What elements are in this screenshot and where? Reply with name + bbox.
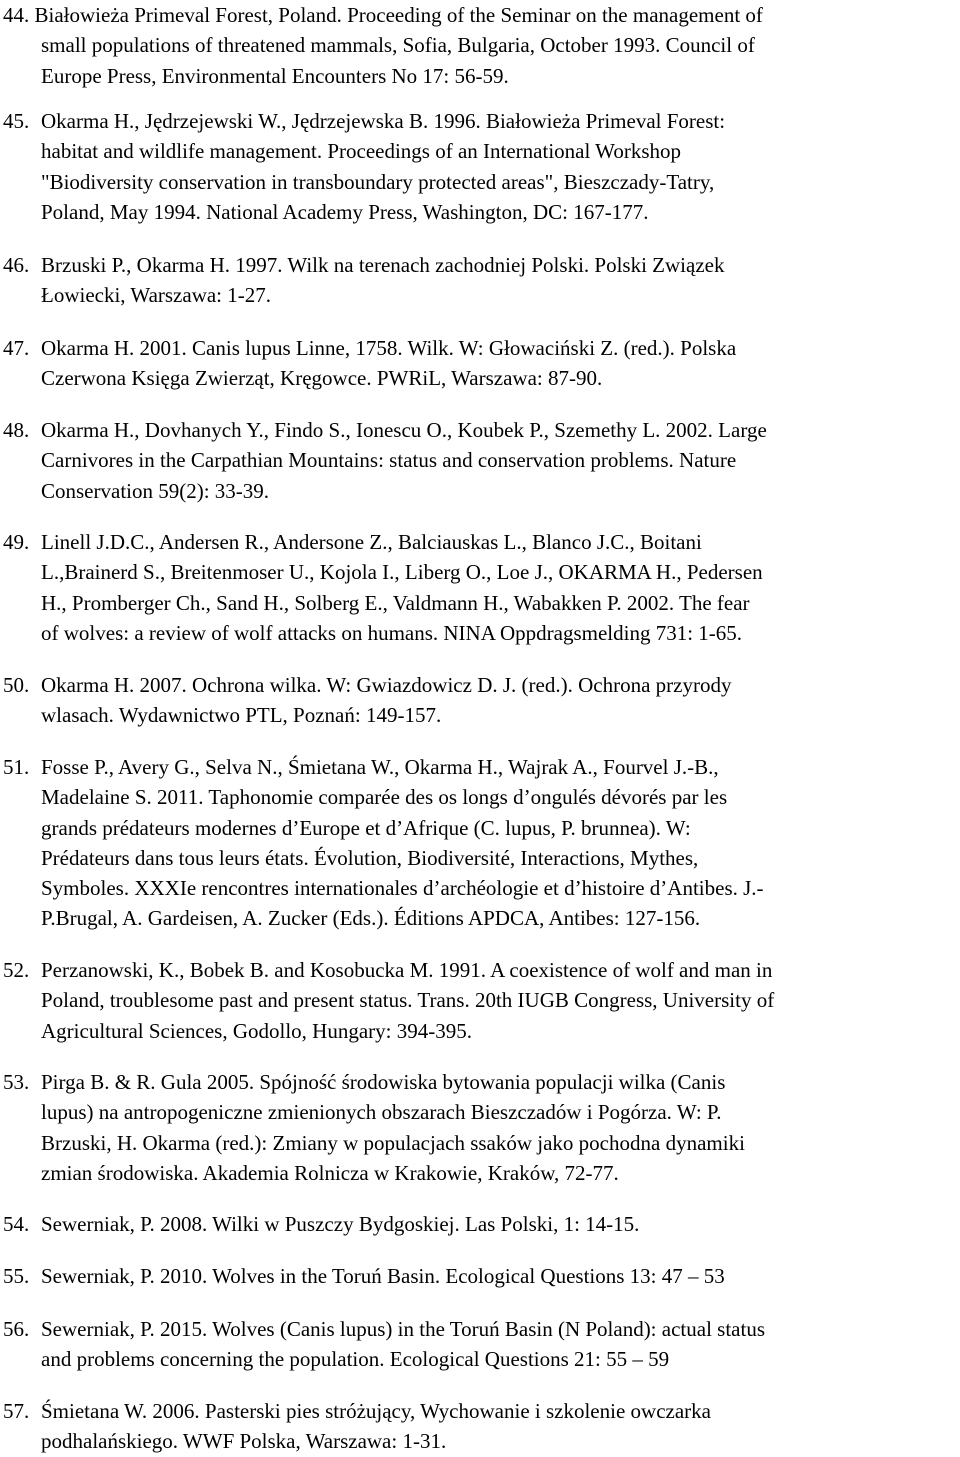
reference-number: 56. [3, 1317, 30, 1341]
reference-text [41, 955, 774, 1046]
reference-line: Fosse P., Avery G., Selva N., Śmietana W., Okarma H., Wajrak A., Fourvel J.-B., [41, 755, 719, 779]
reference-number: 45. [3, 109, 30, 133]
reference-number: 55. [3, 1264, 30, 1288]
reference-line: zmian środowiska. Akademia Rolnicza w Krakowie, Kraków, 72-77. [41, 1160, 619, 1185]
reference-number: 57. [3, 1399, 30, 1423]
reference-line [41, 106, 725, 136]
reference-line: Poland, May 1994. National Academy Press, Washington, DC: 167-177. [41, 199, 649, 224]
reference-line: P.Brugal, A. Gardeisen, A. Zucker (Eds.). Éditions APDCA, Antibes: 127-156. [41, 906, 701, 931]
reference-text [41, 1396, 711, 1457]
reference-line: "Biodiversity conservation in transboundary protected areas", Bieszczady-Tatry, [41, 169, 715, 194]
reference-line: wlasach. Wydawnictwo PTL, Poznań: 149-157. [41, 703, 442, 728]
reference-line: Symboles. XXXIe rencontres internationales d’archéologie et d’histoire d’Antibes. J.- [41, 876, 764, 901]
reference-line: Agricultural Sciences, Godollo, Hungary: 394-395. [41, 1018, 472, 1043]
reference-text [41, 1261, 725, 1291]
reference-line: Pirga B. & R. Gula 2005. Spójność środowiska bytowania populacji wilka (Canis [41, 1070, 726, 1094]
reference-line: grands prédateurs modernes d’Europe et d’Afrique (C. lupus, P. brunnea). W: [41, 815, 691, 840]
reference-line: Poland, troublesome past and present status. Trans. 20th IUGB Congress, University of [41, 988, 775, 1013]
reference-text [3, 0, 763, 91]
reference-line: podhalańskiego. WWF Polska, Warszawa: 1-31. [41, 1429, 447, 1454]
reference-line: Brzuski P., Okarma H. 1997. Wilk na terenach zachodniej Polski. Polski Związek [41, 253, 725, 277]
reference-text [41, 752, 764, 934]
reference-line [3, 0, 763, 30]
reference-text [41, 1314, 765, 1375]
reference-line: small populations of threatened mammals, Sofia, Bulgaria, October 1993. Council of [41, 33, 755, 58]
reference-line-text: Białowieża Primeval Forest, Poland. Proceeding of the Seminar on the management of [34, 3, 763, 27]
reference-number: 47. [3, 336, 30, 360]
reference-line: Sewerniak, P. 2010. Wolves in the Toruń Basin. Ecological Questions 13: 47 – 53 [41, 1264, 725, 1288]
reference-line: Czerwona Księga Zwierząt, Kręgowce. PWRiL, Warszawa: 87-90. [41, 366, 603, 391]
reference-number: 44. [3, 3, 30, 27]
reference-number: 48. [3, 418, 30, 442]
reference-line: Perzanowski, K., Bobek B. and Kosobucka M. 1991. A coexistence of wolf and man in [41, 958, 773, 982]
reference-line: Śmietana W. 2006. Pasterski pies stróżujący, Wychowanie i szkolenie owczarka [41, 1399, 711, 1423]
reference-text [41, 333, 736, 394]
reference-text [41, 1067, 745, 1188]
reference-line: of wolves: a review of wolf attacks on humans. NINA Oppdragsmelding 731: 1-65. [41, 620, 743, 645]
reference-line: Okarma H. 2007. Ochrona wilka. W: Gwiazdowicz D. J. (red.). Ochrona przyrody [41, 673, 732, 697]
reference-line: H., Promberger Ch., Sand H., Solberg E., Valdmann H., Wabakken P. 2002. The fear [41, 590, 750, 615]
reference-line: Europe Press, Environmental Encounters No 17: 56-59. [41, 63, 509, 88]
reference-text [41, 670, 731, 731]
reference-line: Conservation 59(2): 33-39. [41, 478, 270, 503]
reference-text [41, 250, 724, 311]
reference-line: Madelaine S. 2011. Taphonomie comparée des os longs d’ongulés dévorés par les [41, 785, 728, 810]
reference-number: 53. [3, 1070, 30, 1094]
reference-line: Sewerniak, P. 2008. Wilki w Puszczy Bydgoskiej. Las Polski, 1: 14-15. [41, 1212, 640, 1236]
reference-line: Carnivores in the Carpathian Mountains: status and conservation problems. Nature [41, 448, 737, 473]
reference-line: Okarma H. 2001. Canis lupus Linne, 1758. Wilk. W: Głowaciński Z. (red.). Polska [41, 336, 737, 360]
reference-line: Linell J.D.C., Andersen R., Andersone Z., Balciauskas L., Blanco J.C., Boitani [41, 530, 702, 554]
reference-line: Brzuski, H. Okarma (red.): Zmiany w populacjach ssaków jako pochodna dynamiki [41, 1130, 745, 1155]
reference-line: lupus) na antropogeniczne zmienionych obszarach Bieszczadów i Pogórza. W: P. [41, 1100, 722, 1125]
reference-line: L.,Brainerd S., Breitenmoser U., Kojola I., Liberg O., Loe J., OKARMA H., Pedersen [41, 560, 763, 585]
reference-text [41, 106, 725, 227]
reference-line: Prédateurs dans tous leurs états. Évolution, Biodiversité, Interactions, Mythes, [41, 845, 699, 870]
reference-number: 50. [3, 673, 30, 697]
reference-line: Łowiecki, Warszawa: 1-27. [41, 283, 272, 308]
reference-number: 51. [3, 755, 30, 779]
reference-number: 54. [3, 1212, 30, 1236]
reference-line: Sewerniak, P. 2015. Wolves (Canis lupus) in the Toruń Basin (N Poland): actual status [41, 1317, 765, 1341]
reference-number: 46. [3, 253, 30, 277]
reference-line: Okarma H., Dovhanych Y., Findo S., Ionescu O., Koubek P., Szemethy L. 2002. Large [41, 418, 767, 442]
reference-text [41, 527, 763, 648]
reference-number: 49. [3, 530, 30, 554]
reference-line-text: Okarma H., Jędrzejewski W., Jędrzejewska B. 1996. Białowieża Primeval Forest: [41, 109, 726, 133]
reference-text [41, 1209, 639, 1239]
reference-number: 52. [3, 958, 30, 982]
reference-line: habitat and wildlife management. Proceedings of an International Workshop [41, 139, 681, 164]
reference-text [41, 415, 767, 506]
reference-line: and problems concerning the population. Ecological Questions 21: 55 – 59 [41, 1347, 670, 1372]
